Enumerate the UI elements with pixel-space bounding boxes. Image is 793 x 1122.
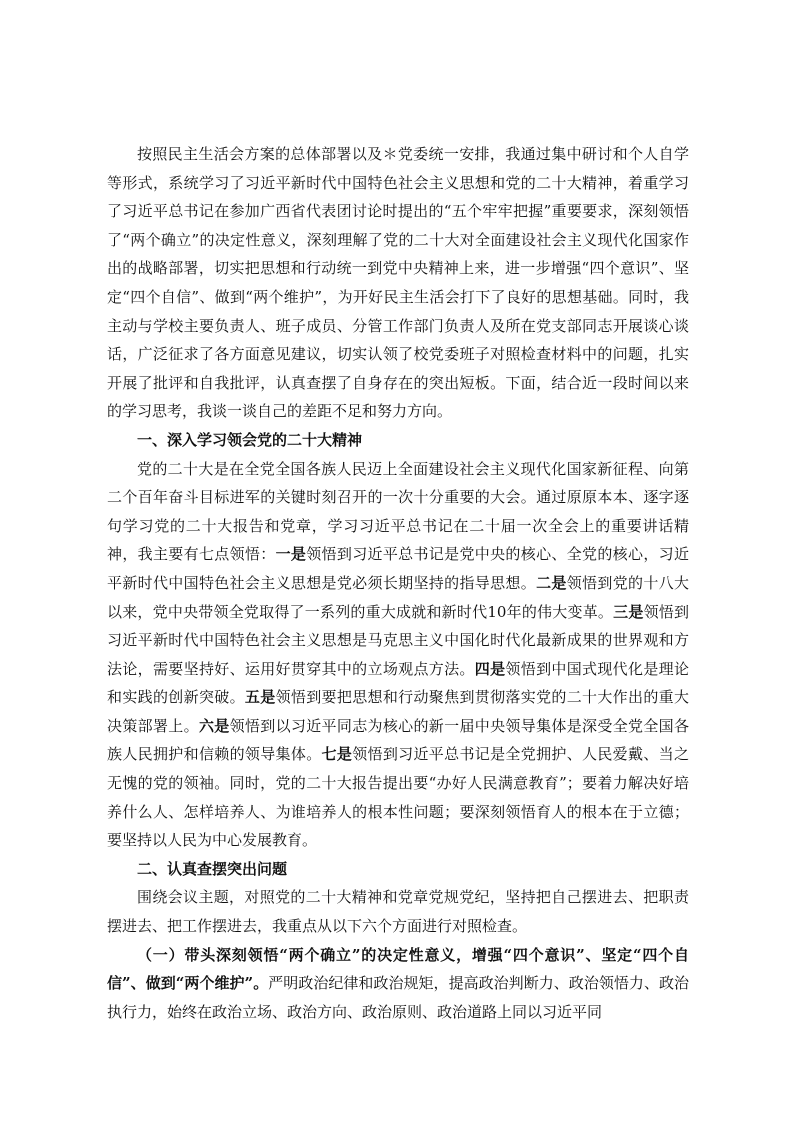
section1-lead: 党的二十大是在全党全国各族人民迈上全面建设社会主义现代化国家新征程、向第二个百年奋斗目标进军的关键时刻召开的一次十分重要的大会。通过原原本本、逐字逐句学习党的二十大报告和党章，学习习近平总书记在二十届一次全会上的重要讲话精神，我主要有七点领悟： — [107, 459, 689, 564]
point7-text: 领悟到习近平总书记是全党拥护、人民爱戴、当之无愧的党的领袖。 — [107, 745, 689, 793]
point3-label: 三是 — [613, 602, 644, 621]
point1-label: 一是 — [275, 545, 307, 564]
section2-lead-paragraph: 围绕会议主题，对照党的二十大精神和党章党规党纪，坚持把自己摆进去、把职责摆进去、把工作摆进去，我重点从以下六个方面进行对照检查。 — [107, 888, 689, 936]
intro-paragraph: 按照民主生活会方案的总体部署以及＊党委统一安排，我通过集中研讨和个人自学等形式，系统学习了习近平新时代中国特色社会主义思想和党的二十大精神，着重学习了习近平总书记在参加广西省代表团讨论时提出的“五个牢牢把握”重要要求，深刻领悟了“两个确立”的决定性意义，深刻理解了党的二十大对全面建设社会主义现代化国家作出的战略部署，切实把思想和行动统一到党中央精神上来，进一步增强“四个意识”、坚定“四个自信”、做到“两个维护”，为开好民主生活会打下了良好的思想基础。同时，我主动与学校主要负责人、班子成员、分管工作部门负责人及所在党支部同志开展谈心谈话，广泛征求了各方面意见建议，切实认领了校党委班子对照检查材料中的问题，扎实开展了批评和自我批评，认真查摆了自身存在的突出短板。下面，结合近一段时间以来的学习思考，我谈一谈自己的差距不足和努力方向。 — [107, 145, 689, 421]
subsection1-title: （一）带头深刻领悟“两个确立”的决定性意义，增强“四个意识”、坚定“四个自信”、做到“两个维护”。 — [107, 945, 689, 993]
point4-label: 四是 — [474, 659, 506, 678]
section1-tail: 同时，党的二十大报告提出要“办好人民满意教育”；要着力解决好培养什么人、怎样培养人、为谁培养人的根本性问题；要深刻领悟育人的根本在于立德；要坚持以人民为中心发展教育。 — [107, 774, 689, 850]
point4-text: 领悟到中国式现代化是理论和实践的创新突破。 — [107, 659, 689, 707]
section2-heading: 二、认真查摆突出问题 — [137, 859, 288, 878]
point5-text: 领悟到要把思想和行动聚焦到贯彻落实党的二十大作出的重大决策部署上。 — [107, 688, 689, 735]
point5-label: 五是 — [244, 688, 276, 707]
subsection1-paragraph — [107, 941, 689, 1027]
section1-heading: 一、深入学习领会党的二十大精神 — [137, 430, 363, 449]
point3-text: 领悟到习近平新时代中国特色社会主义思想是马克思主义中国化时代化最新成果的世界观和方法论，需要坚持好、运用好贯穿其中的立场观点方法。 — [107, 602, 689, 678]
section1-paragraph — [107, 455, 689, 855]
subsection1-text: 严明政治纪律和政治规矩，提高政治判断力、政治领悟力、政治执行力，始终在政治立场、政治方向、政治原则、政治道路上同以习近平同 — [107, 974, 689, 1021]
point2-text: 领悟到党的十八大以来，党中央带领全党取得了一系列的重大成就和新时代10年的伟大变革。 — [107, 573, 689, 621]
point7-label: 七是 — [321, 745, 353, 764]
point2-label: 二是 — [536, 573, 567, 592]
document-body — [107, 140, 689, 1026]
point1-text: 领悟到习近平总书记是党中央的核心、全党的核心，习近平新时代中国特色社会主义思想是党必须长期坚持的指导思想。 — [107, 545, 689, 592]
point6-label: 六是 — [198, 716, 230, 735]
point6-text: 领悟到以习近平同志为核心的新一届中央领导集体是深受全党全国各族人民拥护和信赖的领导集体。 — [107, 716, 689, 764]
